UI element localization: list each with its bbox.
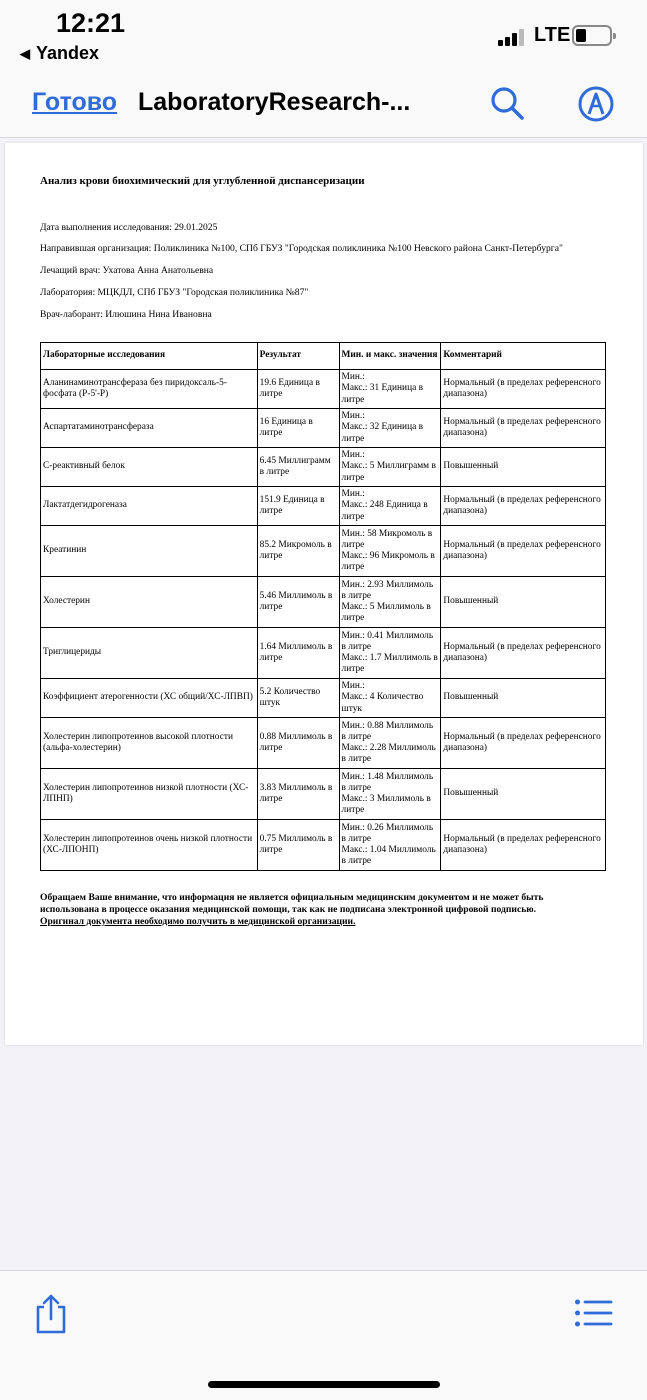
cell-result: 5.2 Количество штук: [257, 679, 339, 718]
cell-result: 19.6 Единица в литре: [257, 370, 339, 409]
back-to-app-link[interactable]: [20, 43, 99, 64]
cell-comment: Нормальный (в пределах референсного диапазона): [441, 487, 606, 526]
cell-comment: Нормальный (в пределах референсного диапазона): [441, 628, 606, 679]
table-header-row: [41, 343, 606, 370]
cell-comment: Повышенный: [441, 577, 606, 628]
cell-range: Мин.: 1.48 Миллимоль в литре Макс.: 3 Миллимоль в литре: [339, 769, 441, 820]
cell-comment: Повышенный: [441, 679, 606, 718]
table-row: [41, 628, 606, 679]
meta-laboratory: Лаборатория: МЦКДЛ, СПб ГБУЗ "Городская поликлиника №87": [40, 287, 309, 298]
network-type: LTE: [534, 24, 571, 46]
navigation-bar: [0, 70, 647, 138]
status-time: 12:21: [56, 8, 126, 38]
cell-result: 5.46 Миллимоль в литре: [257, 577, 339, 628]
cell-range: Мин.: Макс.: 4 Количество штук: [339, 679, 441, 718]
document-page: [5, 143, 643, 1045]
cell-test-name: Холестерин липопротеинов высокой плотности (альфа-холестерин): [41, 718, 258, 769]
meta-lab-technician: Врач-лаборант: Илюшина Нина Ивановна: [40, 309, 212, 320]
cell-range: Мин.: 2.93 Миллимоль в литре Макс.: 5 Миллимоль в литре: [339, 577, 441, 628]
search-icon[interactable]: [488, 84, 528, 124]
cell-result: 151.9 Единица в литре: [257, 487, 339, 526]
cell-range: Мин.: Макс.: 31 Единица в литре: [339, 370, 441, 409]
disclaimer-original-note: Оригинал документа необходимо получить в медицинской организации.: [40, 916, 356, 927]
header-result: Результат: [257, 343, 339, 370]
table-row: [41, 526, 606, 577]
table-row: [41, 409, 606, 448]
cell-range: Мин.: 0.41 Миллимоль в литре Макс.: 1.7 Миллимоль в литре: [339, 628, 441, 679]
cell-test-name: С-реактивный белок: [41, 448, 258, 487]
battery-icon: [572, 25, 612, 46]
cell-result: 16 Единица в литре: [257, 409, 339, 448]
cell-result: 0.88 Миллимоль в литре: [257, 718, 339, 769]
disclaimer-text: Обращаем Ваше внимание, что информация не является официальным медицинским документом и не может быть использована в процессе оказания медицинской помощи, так как не подписана электронной цифровой подписью.: [40, 892, 544, 915]
cell-comment: Нормальный (в пределах референсного диапазона): [441, 409, 606, 448]
table-row: [41, 679, 606, 718]
home-indicator: [208, 1381, 440, 1388]
cell-range: Мин.: Макс.: 32 Единица в литре: [339, 409, 441, 448]
table-row: [41, 718, 606, 769]
back-app-label: Yandex: [36, 43, 100, 63]
cell-test-name: Аланинаминотрансфераза без пиридоксаль-5-фосфата (Р-5'-Р): [41, 370, 258, 409]
cell-test-name: Триглицериды: [41, 628, 258, 679]
bottom-toolbar: [0, 1270, 647, 1400]
header-range: Мин. и макс. значения: [339, 343, 441, 370]
cell-comment: Нормальный (в пределах референсного диапазона): [441, 820, 606, 871]
cell-range: Мин.: Макс.: 5 Миллиграмм в литре: [339, 448, 441, 487]
cell-result: 6.45 Миллиграмм в литре: [257, 448, 339, 487]
cell-range: Мин.: Макс.: 248 Единица в литре: [339, 487, 441, 526]
cell-test-name: Лактатдегидрогеназа: [41, 487, 258, 526]
status-bar: [0, 0, 647, 70]
cell-test-name: Холестерин липопротеинов очень низкой плотности (ХС-ЛПОНП): [41, 820, 258, 871]
cell-comment: Нормальный (в пределах референсного диапазона): [441, 370, 606, 409]
cell-test-name: Холестерин: [41, 577, 258, 628]
table-row: [41, 487, 606, 526]
table-row: [41, 370, 606, 409]
header-test: Лабораторные исследования: [41, 343, 258, 370]
results-table: [40, 342, 606, 871]
cell-result: 3.83 Миллимоль в литре: [257, 769, 339, 820]
cell-result: 85.2 Микромоль в литре: [257, 526, 339, 577]
table-row: [41, 577, 606, 628]
meta-doctor: Лечащий врач: Ухатова Анна Анатольевна: [40, 265, 214, 276]
cell-test-name: Холестерин липопротеинов низкой плотности (ХС-ЛПНП): [41, 769, 258, 820]
markup-icon[interactable]: [576, 84, 616, 124]
share-icon[interactable]: [34, 1293, 68, 1340]
done-button[interactable]: Готово: [32, 88, 118, 116]
cell-result: 1.64 Миллимоль в литре: [257, 628, 339, 679]
cell-result: 0.75 Миллимоль в литре: [257, 820, 339, 871]
meta-date: Дата выполнения исследования: 29.01.2025: [40, 222, 218, 233]
cell-range: Мин.: 58 Микромоль в литре Макс.: 96 Микромоль в литре: [339, 526, 441, 577]
table-row: [41, 820, 606, 871]
back-triangle-icon: ◀: [20, 45, 30, 61]
table-row: [41, 448, 606, 487]
cell-range: Мин.: 0.26 Миллимоль в литре Макс.: 1.04 Миллимоль в литре: [339, 820, 441, 871]
cell-range: Мин.: 0.88 Миллимоль в литре Макс.: 2.28 Миллимоль в литре: [339, 718, 441, 769]
outline-list-icon[interactable]: [574, 1298, 614, 1333]
cell-comment: Повышенный: [441, 448, 606, 487]
cell-test-name: Коэффициент атерогенности (ХС общий/ХС-ЛПВП): [41, 679, 258, 718]
cell-comment: Нормальный (в пределах референсного диапазона): [441, 718, 606, 769]
meta-organization: Направившая организация: Поликлиника №100, СПб ГБУЗ "Городская поликлиника №100 Невского района Санкт-Петербурга": [40, 243, 563, 254]
cell-test-name: Креатинин: [41, 526, 258, 577]
header-comment: Комментарий: [441, 343, 606, 370]
cell-comment: Нормальный (в пределах референсного диапазона): [441, 526, 606, 577]
document-title: LaboratoryResearch-...: [138, 88, 411, 116]
cell-comment: Повышенный: [441, 769, 606, 820]
table-row: [41, 769, 606, 820]
disclaimer: [40, 892, 600, 928]
report-title: Анализ крови биохимический для углубленной диспансеризации: [40, 175, 365, 187]
cell-test-name: Аспартатаминотрансфераза: [41, 409, 258, 448]
signal-strength-icon: [498, 28, 526, 46]
results-table-body: [41, 370, 606, 871]
